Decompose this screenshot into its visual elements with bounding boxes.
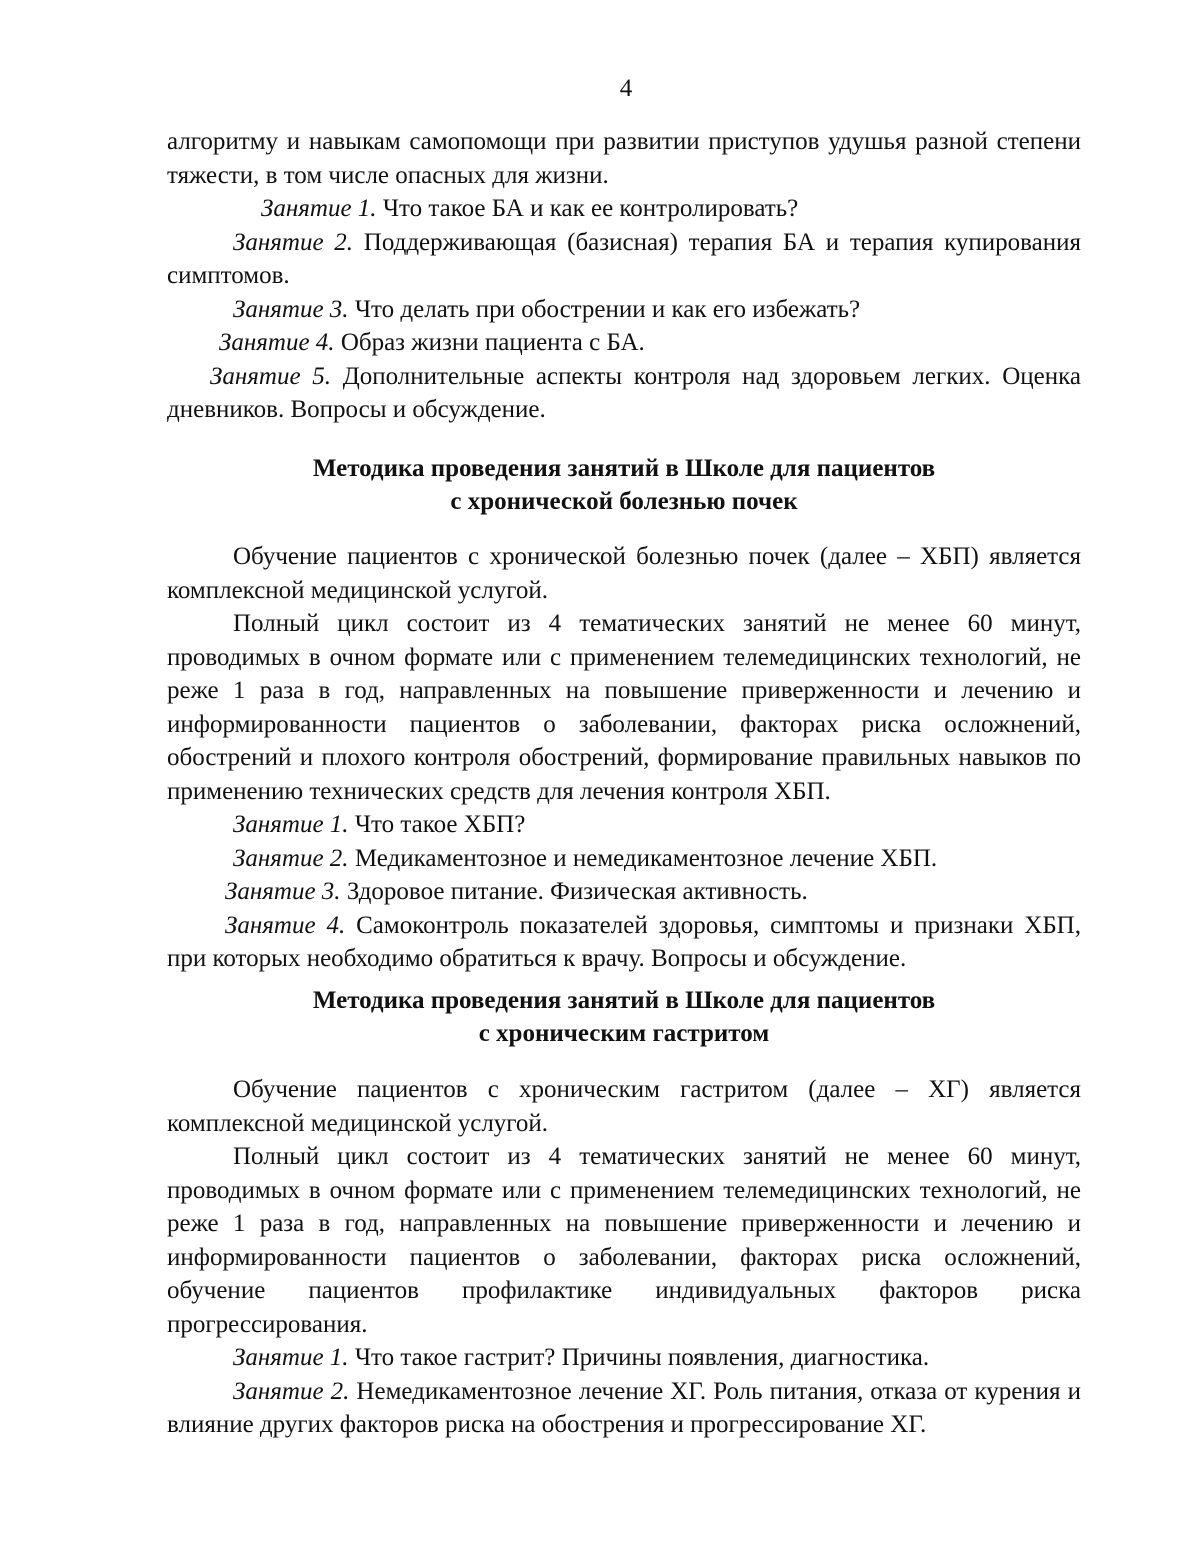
lesson-item [167,842,1081,876]
lesson-item [167,326,1081,360]
lesson-label: Занятие 1. [233,811,349,838]
lesson-text: Самоконтроль показателей здоровья, симптомы и признаки ХБП, при которых необходимо обратиться к врачу. Вопросы и обсуждение. [167,911,1081,972]
section-title-line: с хронической болезнью почек [450,488,798,515]
lesson-item [167,875,1081,909]
section-title-gastritis [167,984,1081,1050]
lesson-item [167,360,1081,427]
lesson-item [167,192,1081,226]
lesson-item [167,808,1081,842]
lesson-label: Занятие 2. [233,228,354,256]
gastritis-body [167,1073,1081,1442]
lesson-text: Дополнительные аспекты контроля над здоровьем легких. Оценка дневников. Вопросы и обсуждение. [167,362,1081,423]
lesson-label: Занятие 4. [219,329,335,356]
lesson-item [167,1375,1081,1442]
lesson-text: Медикаментозное и немедикаментозное лечение ХБП. [348,844,938,872]
ckd-body [167,540,1081,976]
gastritis-paragraph-1: Обучение пациентов с хроническим гастритом (далее – ХГ) является комплексной медицинской услугой. [167,1076,1081,1137]
intro-paragraph: алгоритму и навыкам самопомощи при развитии приступов удушья разной степени тяжести, в том числе опасных для жизни. [167,128,1081,189]
section-title-ckd [167,452,1081,518]
lesson-text: Поддерживающая (базисная) терапия БА и терапия купирования симптомов. [167,228,1081,289]
lesson-label: Занятие 3. [225,878,341,905]
lesson-label: Занятие 5. [210,362,331,390]
lesson-text: Здоровое питание. Физическая активность. [340,878,808,905]
section-title-line: с хроническим гастритом [478,1020,770,1047]
ckd-paragraph-1: Обучение пациентов с хронической болезнью почек (далее – ХБП) является комплексной медицинской услугой. [167,543,1081,604]
lesson-text: Что делать при обострении и как его избежать? [348,295,861,323]
lesson-text: Что такое гастрит? Причины появления, диагностика. [348,1344,930,1371]
lesson-label: Занятие 1. [233,1344,349,1371]
lesson-label: Занятие 2. [233,844,349,872]
lesson-text: Немедикаментозное лечение ХГ. Роль питания, отказа от курения и влияние других факторов риска на обострения и прогрессирование ХГ. [167,1377,1081,1438]
lesson-item [167,1341,1081,1375]
page-number: 4 [619,75,633,102]
lesson-item [167,909,1081,976]
lesson-label: Занятие 4. [225,911,346,939]
lesson-text: Образ жизни пациента с БА. [334,329,645,356]
intro-block [167,125,1081,427]
gastritis-paragraph-2: Полный цикл состоит из 4 тематических занятий не менее 60 минут, проводимых в очном формате или с применением телемедицинских технологий, не реже 1 раза в год, направленных на повышение приверженности и лечению и информированности пациентов о заболевании, факторах риска осложнений, обучение пациентов профилактике индивидуальных факторов риска прогрессирования. [167,1143,1081,1338]
section-title-line: Методика проведения занятий в Школе для пациентов [312,987,936,1014]
lesson-label: Занятие 3. [233,295,349,323]
section-title-line: Методика проведения занятий в Школе для пациентов [312,455,936,482]
lesson-label: Занятие 1. [261,195,377,222]
lesson-text: Что такое ХБП? [348,811,526,838]
lesson-item [167,226,1081,293]
ckd-paragraph-2: Полный цикл состоит из 4 тематических занятий не менее 60 минут, проводимых в очном формате или с применением телемедицинских технологий, не реже 1 раза в год, направленных на повышение приверженности и лечению и информированности пациентов о заболевании, факторах риска осложнений, обострений и плохого контроля обострений, формирование правильных навыков по применению технических средств для лечения контроля ХБП. [167,610,1081,805]
lesson-text: Что такое БА и как ее контролировать? [376,195,799,222]
lesson-item [167,293,1081,327]
lesson-label: Занятие 2. [233,1377,350,1405]
